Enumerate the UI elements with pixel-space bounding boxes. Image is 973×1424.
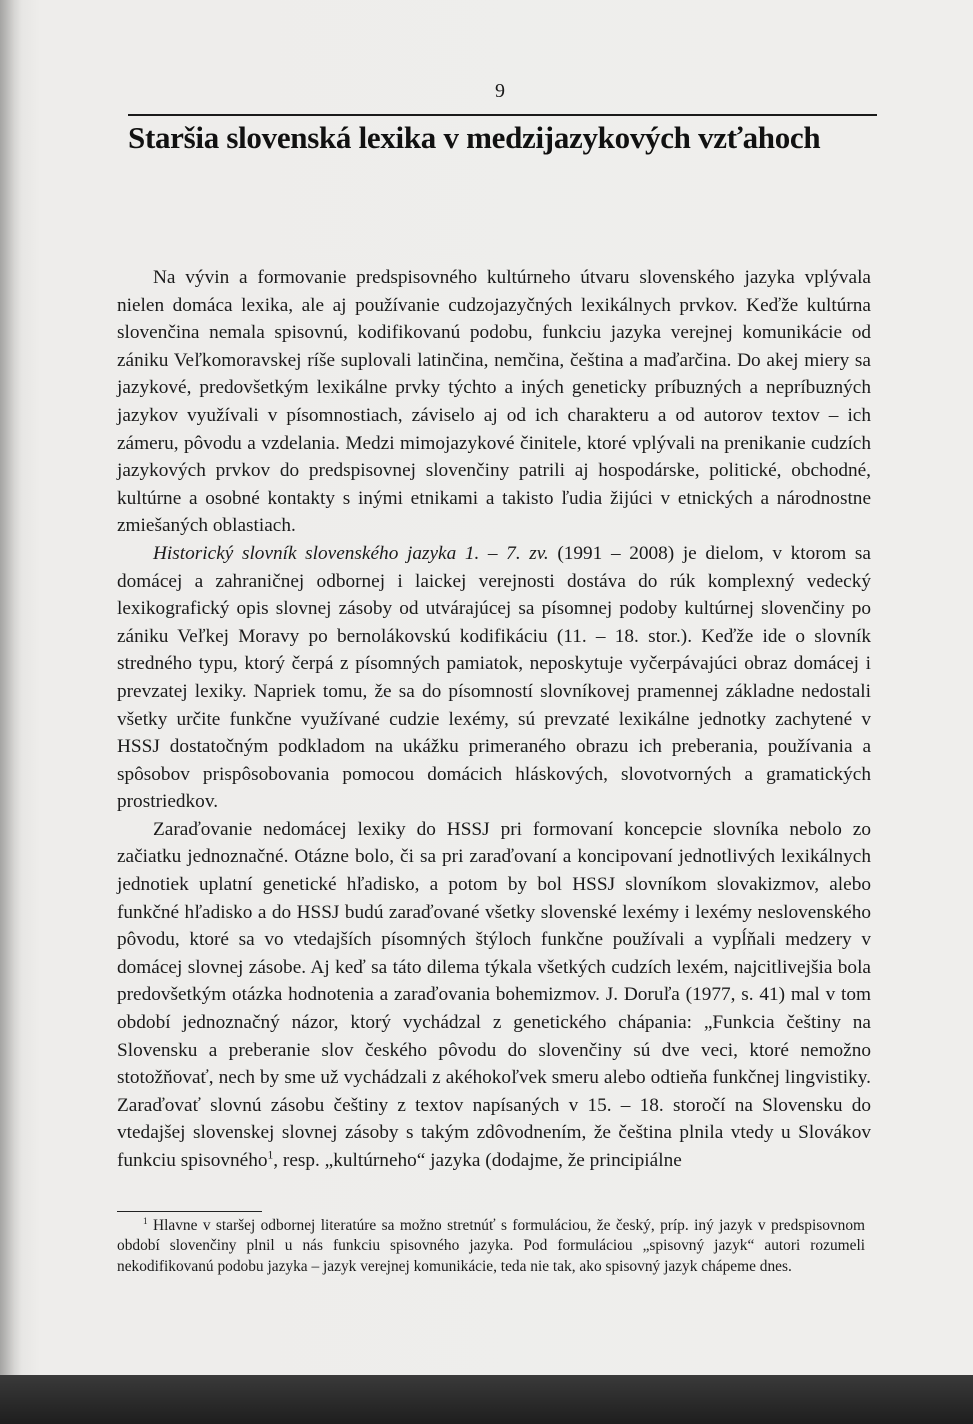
paragraph-2 [117,540,871,816]
footnote-rule [117,1211,262,1212]
footnote-reference[interactable]: 1 [267,1148,274,1162]
paragraph-1: Na vývin a formovanie predspisovného kultúrneho útvaru slovenského jazyka vplývala nielen domáca lexika, ale aj používanie cudzojazyčných lexikálnych prvkov. Keďže kultúrna slovenčina nemala spisovnú, kodifikovanú podobu, funkciu jazyka verejnej komunikácie od zániku Veľkomoravskej ríše suplovali latinčina, nemčina, čeština a maďarčina. Do akej miery sa jazykové, predovšetkým lexikálne prvky týchto a iných geneticky príbuzných a nepríbuzných jazykov využívali v písomnostiach, záviselo aj od ich charakteru a od autorov textov – ich zámeru, pôvodu a vzdelania. Medzi mimojazykové činitele, ktoré vplývali na prenikanie cudzích jazykových prvkov do predspisovnej slovenčiny patrili aj hospodárske, politické, obchodné, kultúrne a osobné kontakty s inými etnikami a takisto ľudia žijúci v etnických a národnostne zmiešaných oblastiach. [117,267,871,537]
footnote [117,1216,865,1277]
chapter-title: Staršia slovenská lexika v medzijazykových vzťahoch [128,120,821,155]
footnote-text: Hlavne v staršej odbornej literatúre sa možno stretnúť s formuláciou, že český, príp. iný jazyk v predspisovnom období slovenčiny plnil u nás funkciu spisovného jazyka. Pod formuláciou „spisovný jazyk“ autori rozumeli nekodifikovanú podobu jazyka – jazyk verejnej komunikácie, teda nie tak, ako spisovný jazyk chápeme dnes. [117,1217,865,1275]
scanner-edge [0,1375,973,1424]
header-rule [128,114,877,116]
work-title: Historický slovník slovenského jazyka 1. – 7. zv. [153,542,549,564]
footnote-mark: 1 [143,1215,148,1226]
binding-shadow [0,0,22,1375]
paragraph-3-text-a: Zaraďovanie nedomácej lexiky do HSSJ pri formovaní koncepcie slovníka nebolo zo začiatku jednoznačné. Otázne bolo, či sa pri zaraďovaní a koncipovaní jednotlivých lexikálnych jednotiek uplatní genetické hľadisko, a potom by bol HSSJ slovníkom slovakizmov, alebo funkčné hľadisko a do HSSJ budú zaraďované všetky slovenské lexémy i lexémy neslovenského pôvodu, ktoré sa vo vtedajších písomných štýloch funkčne používali a vypĺňali medzery v domácej slovnej zásobe. Aj keď sa táto dilema týkala všetkých cudzích lexém, najcitlivejšia bola predovšetkým otázka hodnotenia a zaraďovania bohemizmov. J. Doruľa (1977, s. 41) mal v tom období jednoznačný názor, ktorý vychádzal z genetického chápania: „Funkcia češtiny na Slovensku a preberanie slov českého pôvodu do slovenčiny sú dve veci, ktoré nemožno stotožňovať, nech by sme už vychádzali z akéhokoľvek smeru alebo odtieňa funkčnej lingvistiky. Zaraďovať slovnú zásobu češtiny z textov napísaných v 15. – 18. storočí na Slovensku do vtedajšej slovenskej slovnej zásoby s takým zdôvodnením, že čeština plnila vtedy u Slovákov funkciu spisovného [117,818,871,1171]
page-number: 9 [495,80,505,102]
paragraph-2-text: (1991 – 2008) je dielom, v ktorom sa domácej a zahraničnej odbornej i laickej verejnosti dostáva do rúk komplexný vedecký lexikografický opis slovnej zásoby od utvárajúcej sa písomnej podoby kultúrnej slovenčiny po zániku Veľkej Moravy po bernolákovskú kodifikáciu (11. – 18. stor.). Keďže ide o slovník stredného typu, ktorý čerpá z písomných pamiatok, neposkytuje vyčerpávajúci obraz domácej i prevzatej lexiky. Napriek tomu, že sa do písomností slovníkovej pramennej základne nedostali všetky určite funkčne využívané cudzie lexémy, sú prevzaté lexikálne jednotky zachytené v HSSJ dostatočným podkladom na ukážku primeraného obrazu ich preberania, používania a spôsobov prispôsobovania pomocou domácich hláskových, slovotvorných a gramatických prostriedkov. [117,542,871,813]
paragraph-3-text-b: , resp. „kultúrneho“ jazyka (dodajme, že principiálne [273,1150,682,1171]
paragraph-3 [117,816,871,1175]
body-text [117,264,871,1175]
